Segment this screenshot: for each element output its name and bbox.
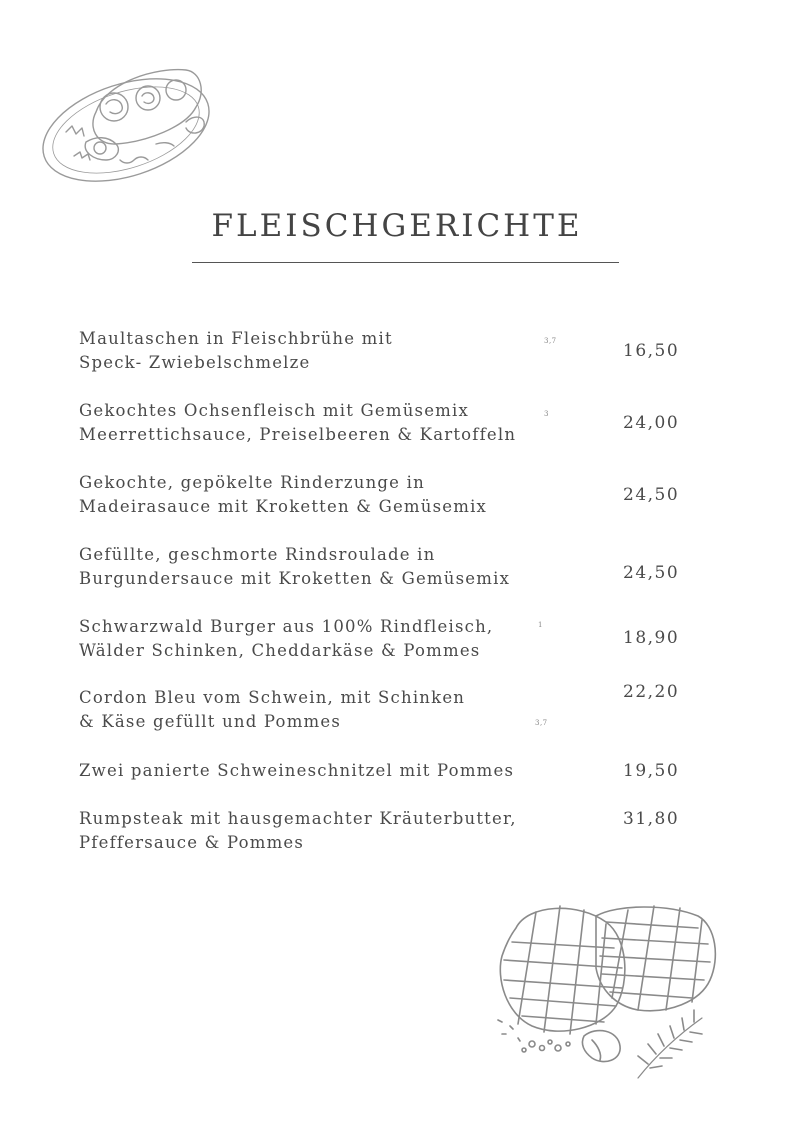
steak-sketch-icon — [488, 898, 724, 1088]
dish-description — [79, 471, 549, 519]
dish-line-1: Cordon Bleu vom Schwein, mit Schinken — [79, 688, 466, 707]
dish-line-2: & Käse gefüllt und Pommes — [79, 712, 342, 731]
dish-line-2: Wälder Schinken, Cheddarkäse & Pommes — [79, 641, 481, 660]
dish-line-2: Meerrettichsauce, Preiselbeeren & Kartoffeln — [79, 425, 517, 444]
menu-item — [79, 686, 549, 746]
dish-price: 24,50 — [623, 485, 680, 505]
dish-price: 22,20 — [623, 682, 680, 702]
page-title: FLEISCHGERICHTE — [211, 208, 583, 244]
dish-line-2: Madeirasauce mit Kroketten & Gemüsemix — [79, 497, 488, 516]
dish-line-2: Speck- Zwiebelschmelze — [79, 353, 311, 372]
allergen-note: 1 — [538, 621, 543, 629]
dish-line-1: Zwei panierte Schweineschnitzel mit Pommes — [79, 761, 515, 780]
dish-description — [79, 543, 549, 591]
dish-line-1: Gekochte, gepökelte Rinderzunge in — [79, 473, 425, 492]
dish-price: 31,80 — [623, 809, 680, 829]
menu-item — [79, 399, 549, 459]
title-divider — [192, 262, 619, 263]
dish-price: 24,50 — [623, 563, 680, 583]
roulade-platter-sketch-icon — [36, 52, 216, 192]
dish-line-1: Gefüllte, geschmorte Rindsroulade in — [79, 545, 436, 564]
menu-item — [79, 807, 549, 867]
allergen-note: 3,7 — [535, 719, 548, 727]
dish-price: 24,00 — [623, 413, 680, 433]
menu-item — [79, 615, 549, 675]
dish-description — [79, 759, 549, 783]
dish-line-1: Rumpsteak mit hausgemachter Kräuterbutter, — [79, 809, 517, 828]
dish-line-1: Gekochtes Ochsenfleisch mit Gemüsemix — [79, 401, 469, 420]
allergen-note: 3,7 — [544, 337, 557, 345]
dish-price: 19,50 — [623, 761, 680, 781]
dish-line-2: Pfeffersauce & Pommes — [79, 833, 305, 852]
allergen-note: 3 — [544, 410, 549, 418]
dish-line-2: Burgundersauce mit Kroketten & Gemüsemix — [79, 569, 511, 588]
dish-line-1: Maultaschen in Fleischbrühe mit — [79, 329, 393, 348]
menu-item — [79, 543, 549, 603]
dish-description — [79, 399, 549, 447]
dish-description — [79, 686, 549, 734]
menu-item — [79, 471, 549, 531]
dish-line-1: Schwarzwald Burger aus 100% Rindfleisch, — [79, 617, 494, 636]
dish-description — [79, 615, 549, 663]
dish-description — [79, 327, 549, 375]
dish-price: 16,50 — [623, 341, 680, 361]
dish-price: 18,90 — [623, 628, 680, 648]
menu-item — [79, 327, 549, 387]
dish-description — [79, 807, 549, 855]
